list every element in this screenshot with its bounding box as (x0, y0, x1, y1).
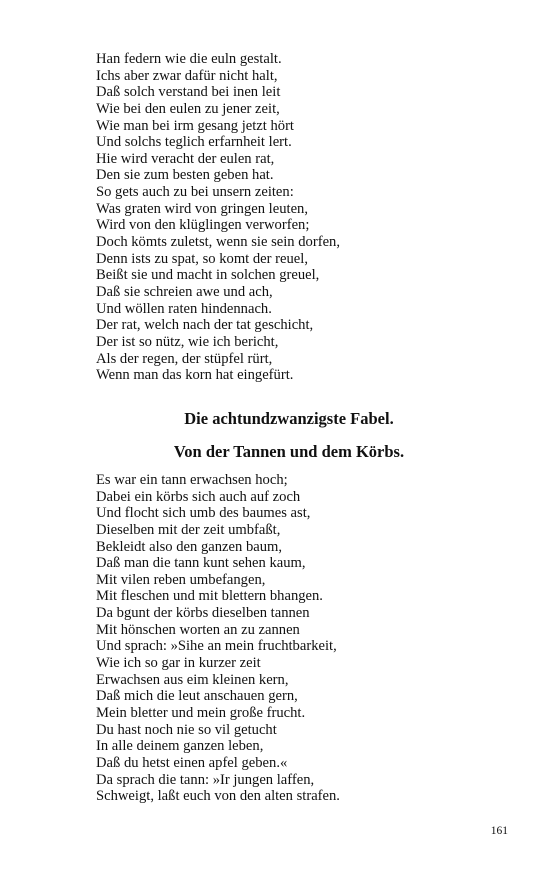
fable-title-heading: Von der Tannen und dem Körbs. (173, 442, 405, 461)
verse-line: Ichs aber zwar dafür nicht halt, (96, 67, 278, 84)
verse-line: Doch kömts zuletst, wenn sie sein dorfen, (96, 234, 340, 251)
verse-line: Den sie zum besten geben hat. (96, 167, 274, 184)
verse-line: Und wöllen raten hindennach. (96, 300, 272, 317)
verse-line: Der ist so nütz, wie ich bericht, (96, 333, 279, 350)
verse-line: Mit vilen reben umbefangen, (96, 571, 266, 588)
page-number: 161 (490, 825, 508, 837)
verse-line: Was graten wird von gringen leuten, (96, 200, 308, 217)
verse-line: Der rat, welch nach der tat geschicht, (96, 317, 314, 334)
verse-line: Und sprach: »Sihe an mein fruchtbarkeit, (96, 638, 337, 655)
verse-line: Schweigt, laßt euch von den alten strafen. (96, 788, 340, 805)
verse-line: Dabei ein körbs sich auch auf zoch (96, 488, 301, 505)
verse-line: Als der regen, der stüpfel rürt, (96, 350, 273, 367)
verse-block-1 (96, 51, 476, 384)
verse-line: Hie wird veracht der eulen rat, (96, 150, 275, 167)
verse-line: Und flocht sich umb des baumes ast, (96, 505, 311, 522)
verse-line: Da sprach die tann: »Ir jungen laffen, (96, 771, 315, 788)
verse-line: Wie ich so gar in kurzer zeit (96, 655, 261, 672)
verse-line: Daß mich die leut anschauen gern, (96, 688, 298, 705)
verse-line: Wenn man das korn hat eingefürt. (96, 367, 294, 384)
verse-line: Du hast noch nie so vil getucht (96, 721, 277, 738)
verse-line: Beißt sie und macht in solchen greuel, (96, 267, 320, 284)
verse-line: Dieselben mit der zeit umbfaßt, (96, 521, 281, 538)
verse-line: Wie bei den eulen zu jener zeit, (96, 100, 280, 117)
verse-line: Denn ists zu spat, so komt der reuel, (96, 250, 308, 267)
verse-line: Mit fleschen und mit blettern bhangen. (96, 588, 323, 605)
verse-line: Mit hönschen worten an zu zannen (96, 621, 300, 638)
verse-line: Es war ein tann erwachsen hoch; (96, 472, 288, 488)
verse-line: Daß solch verstand bei inen leit (96, 84, 281, 101)
fable-number-heading: Die achtundzwanzigste Fabel. (184, 409, 394, 428)
verse-line: Da bgunt der körbs dieselben tannen (96, 605, 310, 622)
verse-line: Wird von den klüglingen verworfen; (96, 217, 310, 234)
verse-line: Erwachsen aus eim kleinen kern, (96, 671, 289, 688)
verse-line: Daß sie schreien awe und ach, (96, 283, 273, 300)
verse-line: Daß du hetst einen apfel geben.« (96, 754, 288, 771)
verse-line: Han federn wie die euln gestalt. (96, 51, 282, 67)
verse-line: So gets auch zu bei unsern zeiten: (96, 184, 294, 201)
verse-line: Wie man bei irm gesang jetzt hört (96, 117, 294, 134)
verse-line: Bekleidt also den ganzen baum, (96, 538, 283, 555)
verse-line: Mein bletter und mein große frucht. (96, 704, 306, 721)
verse-line: Und solchs teglich erfarnheit lert. (96, 134, 292, 151)
verse-line: In alle deinem ganzen leben, (96, 738, 264, 755)
verse-block-2 (96, 472, 476, 805)
verse-line: Daß man die tann kunt sehen kaum, (96, 555, 306, 572)
